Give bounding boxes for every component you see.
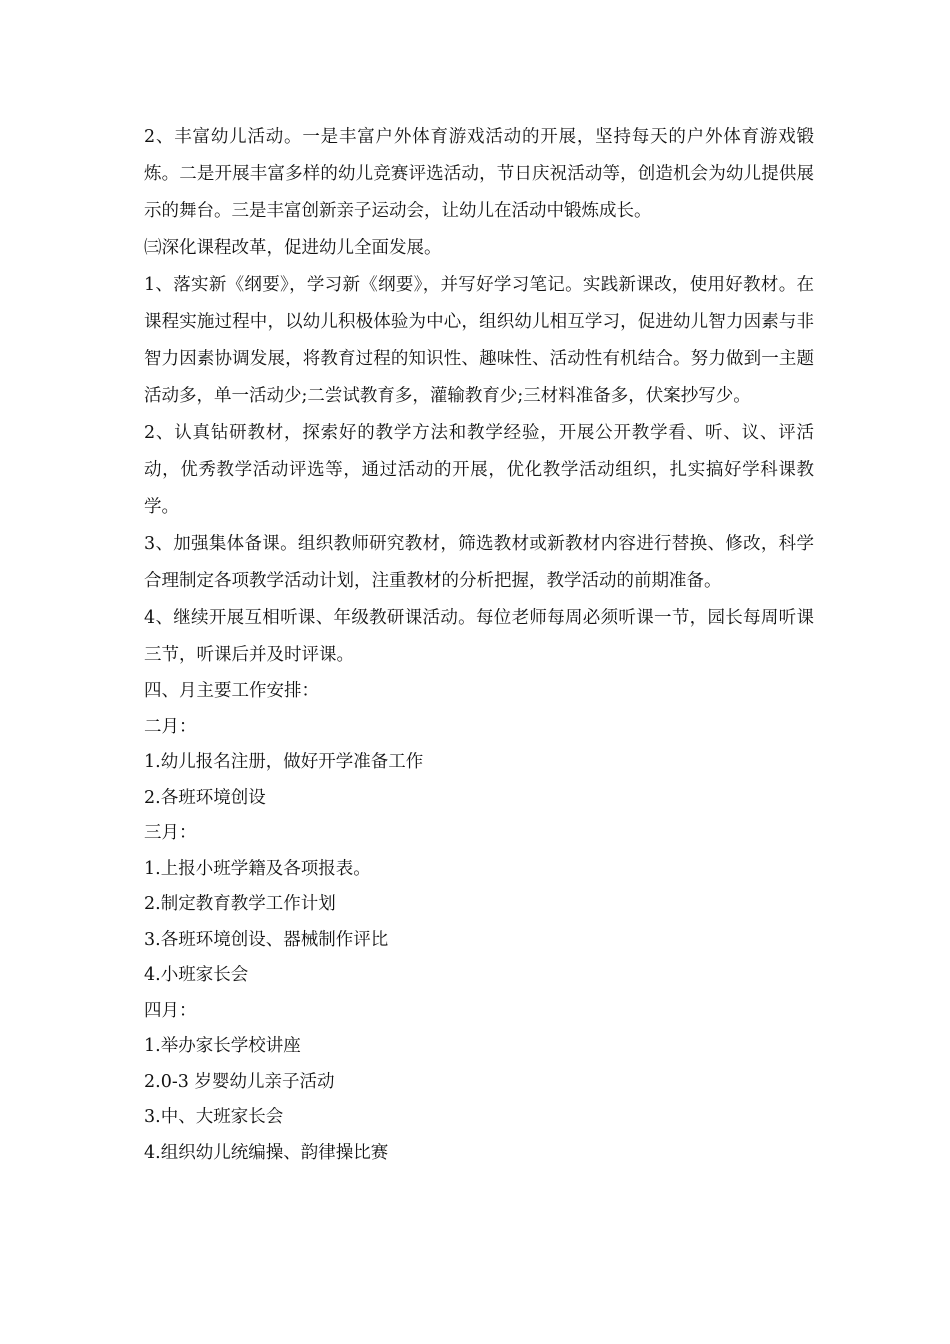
- month-heading-march: 三月：: [144, 823, 197, 843]
- month-heading-april: 四月：: [144, 1000, 197, 1021]
- paragraph-peer-observation: 4、继续开展互相听课、年级教研课活动。每位老师每周必须听课一节，园长每周听课三节，听课后并及时评课。: [144, 608, 814, 665]
- paragraph-study-materials: 2、认真钻研教材，探索好的教学方法和教学经验，开展公开教学看、听、议、评活动，优秀教学活动评选等，通过活动的开展，优化教学活动组织，扎实搞好学科课教学。: [144, 423, 814, 517]
- list-item: 3.各班环境创设、器械制作评比: [144, 929, 389, 950]
- list-item: 3.中、大班家长会: [144, 1107, 284, 1127]
- list-item: 4.小班家长会: [144, 965, 249, 985]
- list-item: 1.上报小班学籍及各项报表。: [144, 858, 371, 879]
- list-item: 4.组织幼儿统编操、韵律操比赛: [144, 1142, 389, 1163]
- list-item: 2.制定教育教学工作计划: [144, 894, 336, 914]
- month-heading-february: 二月：: [144, 716, 197, 737]
- paragraph-collective-lesson-prep: 3、加强集体备课。组织教师研究教材，筛选教材或新教材内容进行替换、修改，科学合理制定各项教学活动计划，注重教材的分析把握，教学活动的前期准备。: [144, 534, 814, 591]
- list-item: 2.0-3 岁婴幼儿亲子活动: [144, 1071, 335, 1092]
- list-item: 2.各班环境创设: [144, 787, 266, 808]
- paragraph-implement-guidelines: 1、落实新《纲要》，学习新《纲要》，并写好学习笔记。实践新课改，使用好教材。在课程实施过程中，以幼儿积极体验为中心，组织幼儿相互学习，促进幼儿智力因素与非智力因素协调发展，将教育过程的知识性、趣味性、活动性有机结合。努力做到一主题活动多，单一活动少;二尝试教育多，灌输教育少;三材料准备多，伏案抄写少。: [144, 275, 814, 406]
- document-body: [144, 119, 814, 1171]
- schedule-heading: 四、月主要工作安排：: [144, 681, 319, 701]
- paragraph-enrich-activities: 2、丰富幼儿活动。一是丰富户外体育游戏活动的开展，坚持每天的户外体育游戏锻炼。二是开展丰富多样的幼儿竞赛评选活动，节日庆祝活动等，创造机会为幼儿提供展示的舞台。三是丰富创新亲子运动会，让幼儿在活动中锻炼成长。: [144, 127, 814, 221]
- section-heading-curriculum-reform: ㈢深化课程改革，促进幼儿全面发展。: [144, 238, 442, 258]
- list-item: 1.幼儿报名注册，做好开学准备工作: [144, 752, 424, 772]
- list-item: 1.举办家长学校讲座: [144, 1036, 301, 1056]
